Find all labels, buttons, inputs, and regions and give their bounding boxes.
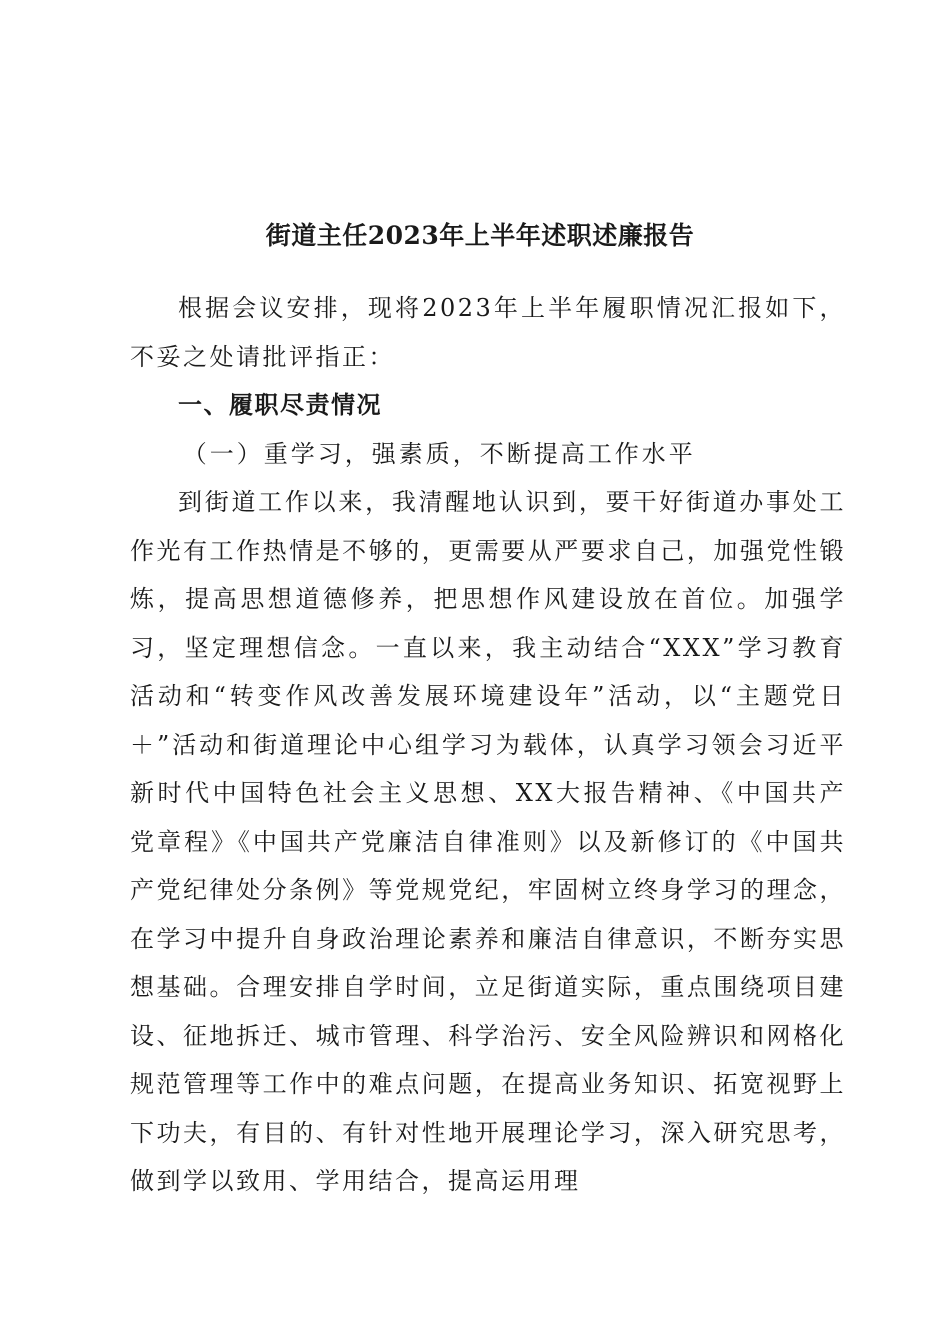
document-title: 街道主任2023年上半年述职述廉报告 <box>265 221 695 250</box>
subsection-heading: （一）重学习，强素质，不断提高工作水平 <box>182 439 696 468</box>
section-heading: 一、履职尽责情况 <box>178 390 382 419</box>
intro-paragraph: 根据会议安排，现将2023年上半年履职情况汇报如下，不妥之处请批评指正： <box>130 294 846 371</box>
body-paragraph: 到街道工作以来，我清醒地认识到，要干好街道办事处工作光有工作热情是不够的，更需要从严要求自己，加强党性锻炼，提高思想道德修养，把思想作风建设放在首位。加强学习，坚定理想信念。一直以来，我主动结合“XXX”学习教育活动和“转变作风改善发展环境建设年”活动，以“主题党日＋”活动和街道理论中心组学习为载体，认真学习领会习近平新时代中国特色社会主义思想、XX大报告精神、《中国共产党章程》《中国共产党廉洁自律准则》以及新修订的《中国共产党纪律处分条例》等党规党纪，牢固树立终身学习的理念，在学习中提升自身政治理论素养和廉洁自律意识，不断夯实思想基础。合理安排自学时间，立足街道实际，重点围绕项目建设、征地拆迁、城市管理、科学治污、安全风险辨识和网格化规范管理等工作中的难点问题，在提高业务知识、拓宽视野上下功夫，有目的、有针对性地开展理论学习，深入研究思考，做到学以致用、学用结合，提高运用理 <box>130 488 846 1195</box>
document-body <box>130 284 846 1206</box>
